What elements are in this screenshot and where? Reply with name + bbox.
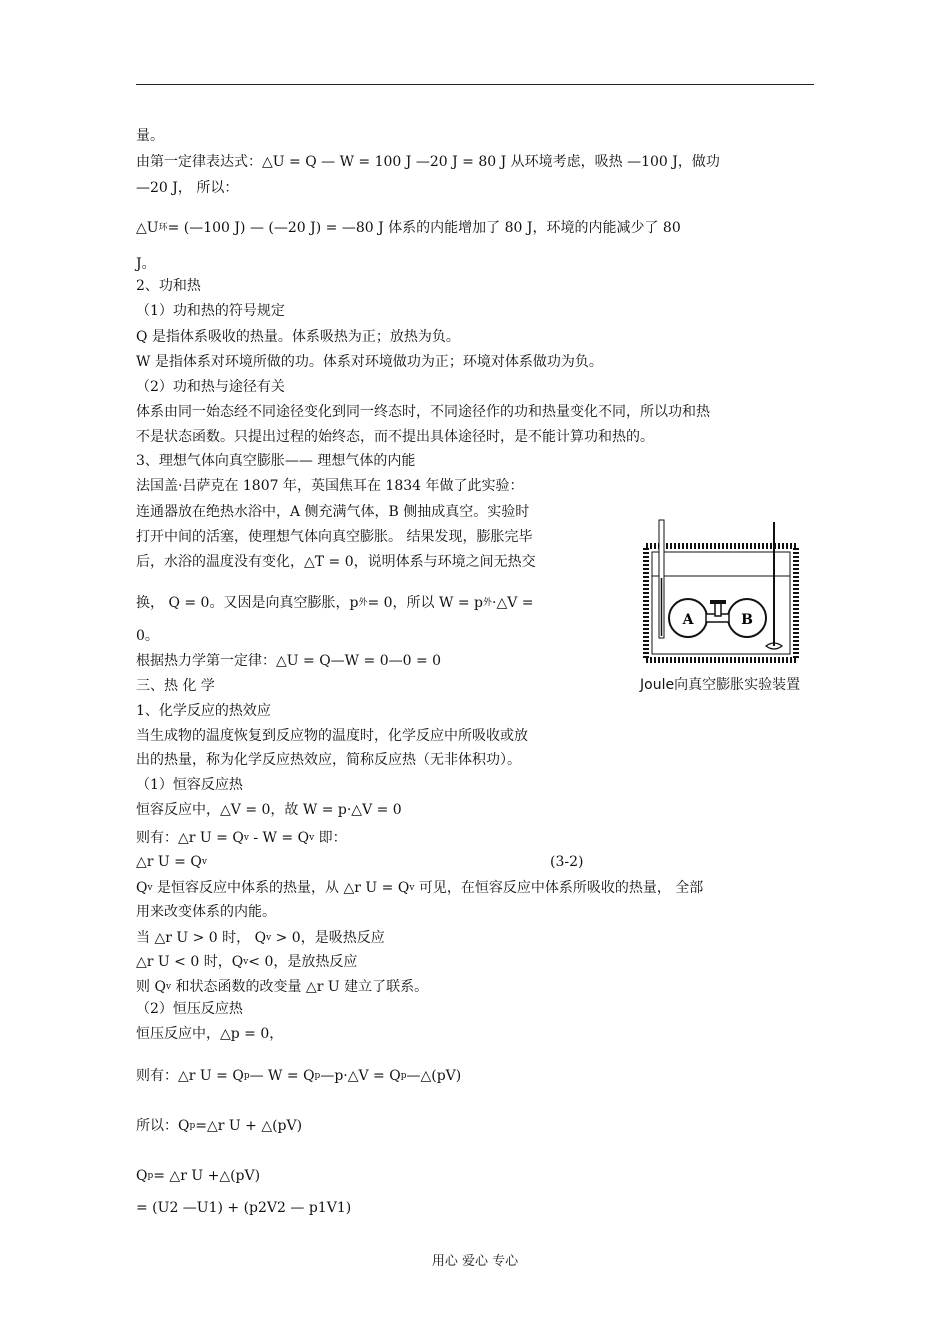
superscript: p — [314, 1071, 321, 1081]
text-line: 恒容反应中，△V = 0，故 W = p·△V = 0 — [136, 802, 402, 818]
text-line: J。 — [136, 256, 156, 272]
superscript: v — [243, 833, 249, 843]
text-line: 0。 — [136, 628, 159, 644]
text-line: 恒压反应中，△p = 0， — [136, 1026, 284, 1042]
text-fragment: △r U < 0 时，Q — [136, 954, 244, 970]
text-line-constant-volume — [136, 829, 347, 849]
text-fragment: > 0，是吸热反应 — [275, 930, 385, 946]
text-line: 根据热力学第一定律：△U = Q—W = 0—0 = 0 — [136, 653, 442, 669]
figure-caption: Joule向真空膨胀实验装置 — [640, 677, 801, 693]
equation-number: (3-2) — [550, 854, 584, 870]
superscript: v — [409, 883, 415, 893]
text-fragment: — W = Q — [249, 1068, 315, 1084]
text-fragment: (—100 J) — (—20 J) = —80 J 体系的内能增加了 80 J，环境的内能减少了 80 — [183, 220, 681, 236]
vessel-a-label: A — [682, 612, 694, 628]
superscript: 外 — [358, 598, 368, 608]
text-line: 由第一定律表达式：△U = Q — W = 100 J —20 J = 80 J 从环境考虑，吸热 —100 J，做功 — [136, 154, 720, 170]
equation-line — [136, 1117, 302, 1137]
text-line-exchange — [136, 594, 534, 614]
text-line: 打开中间的活塞，使理想气体向真空膨胀。 结果发现，膨胀完毕 — [136, 529, 533, 545]
text-fragment: - W = Q — [253, 830, 310, 846]
text-fragment: 即： — [318, 830, 347, 846]
text-fragment: △U — [136, 220, 159, 236]
section-heading: 3、理想气体向真空膨胀—— 理想气体的内能 — [136, 453, 416, 469]
text-line-qv — [136, 879, 703, 899]
text-fragment: —p·△V = Q — [320, 1068, 401, 1084]
section-heading: 2、功和热 — [136, 278, 201, 294]
text-fragment: 所以：Q — [136, 1118, 190, 1134]
text-fragment: = 0，所以 W = p — [367, 595, 483, 611]
text-fragment: Q — [136, 880, 148, 896]
text-line: —20 J， 所以： — [136, 180, 239, 196]
text-line: 法国盖·吕萨克在 1807 年，英国焦耳在 1834 年做了此实验： — [136, 478, 524, 494]
text-fragment: —△(pV) — [406, 1068, 462, 1084]
subsection-heading: （1）功和热的符号规定 — [136, 303, 285, 319]
text-line: 量。 — [136, 128, 164, 144]
equation-line — [136, 1167, 260, 1187]
page-footer: 用心 爱心 专心 — [431, 1254, 519, 1269]
text-fragment: = △r U +△(pV) — [153, 1168, 261, 1184]
superscript: v — [165, 982, 172, 992]
superscript: p — [400, 1071, 407, 1081]
superscript: p — [147, 1171, 154, 1181]
superscript: v — [147, 883, 153, 893]
text-line-env-energy — [136, 219, 681, 239]
text-fragment: 可见，在恒容反应中体系所吸收的热量， 全部 — [418, 880, 704, 896]
text-line: 不是状态函数。只提出过程的始终态，而不提出具体途径时，是不能计算功和热的。 — [136, 429, 654, 445]
text-fragment: Q — [136, 1168, 148, 1184]
subsection-heading: （2）功和热与途径有关 — [136, 379, 285, 395]
text-line: Q 是指体系吸收的热量。体系吸热为正；放热为负。 — [136, 329, 460, 345]
superscript: 外 — [482, 598, 492, 608]
text-fragment: 则有：△r U = Q — [136, 1068, 244, 1084]
text-line: 连通器放在绝热水浴中，A 侧充满气体，B 侧抽成真空。实验时 — [136, 504, 530, 520]
text-fragment: △r U = Q — [136, 854, 202, 870]
text-fragment: ·△V = — [492, 595, 534, 611]
superscript: v — [266, 933, 272, 943]
equation-line: = (U2 —U1) + (p2V2 — p1V1) — [136, 1200, 352, 1216]
section-heading: 1、化学反应的热效应 — [136, 703, 271, 719]
text-line: 用来改变体系的内能。 — [136, 904, 276, 920]
stopcock-handle-icon — [710, 600, 726, 604]
text-line: 当生成物的温度恢复到反应物的温度时，化学反应中所吸收或放 — [136, 728, 528, 744]
text-line: 出的热量，称为化学反应热效应，简称反应热（无非体积功）。 — [136, 752, 521, 768]
vessel-b-label: B — [741, 612, 753, 628]
text-fragment: 和状态函数的改变量 △r U 建立了联系。 — [175, 979, 429, 995]
text-line-endothermic — [136, 929, 385, 949]
superscript: p — [243, 1071, 250, 1081]
text-line: W 是指体系对环境所做的功。体系对环境做功为正；环境对体系做功为负。 — [136, 354, 603, 370]
text-fragment: 则 Q — [136, 979, 166, 995]
subsection-heading: （1）恒容反应热 — [136, 777, 243, 793]
text-fragment: = — [167, 220, 180, 236]
superscript: v — [309, 833, 315, 843]
stopcock-stem — [715, 602, 721, 616]
superscript: p — [189, 1121, 196, 1131]
superscript: 环 — [158, 223, 168, 233]
text-line: 后，水浴的温度没有变化，△T = 0，说明体系与环境之间无热交 — [136, 554, 536, 570]
equation-line-constant-pressure — [136, 1067, 461, 1087]
section-heading: 三、热 化 学 — [136, 678, 215, 694]
equation-line — [136, 853, 207, 873]
text-fragment: =△r U + △(pV) — [195, 1118, 303, 1134]
text-line-connection — [136, 978, 428, 998]
text-fragment: 是恒容反应中体系的热量，从 △r U = Q — [157, 880, 410, 896]
text-fragment: 则有：△r U = Q — [136, 830, 244, 846]
header-rule — [136, 84, 814, 85]
text-line-exothermic — [136, 953, 357, 973]
text-fragment: < 0，是放热反应 — [248, 954, 358, 970]
joule-apparatus-figure — [640, 518, 812, 668]
superscript: v — [201, 857, 207, 867]
subsection-heading: （2）恒压反应热 — [136, 1001, 243, 1017]
text-line: 体系由同一始态经不同途径变化到同一终态时，不同途径作的功和热量变化不同，所以功和热 — [136, 404, 710, 420]
superscript: v — [243, 957, 249, 967]
joule-apparatus-diagram — [640, 518, 812, 668]
text-fragment: 当 △r U > 0 时， Q — [136, 930, 267, 946]
text-fragment: 换， Q = 0。又因是向真空膨胀，p — [136, 595, 359, 611]
